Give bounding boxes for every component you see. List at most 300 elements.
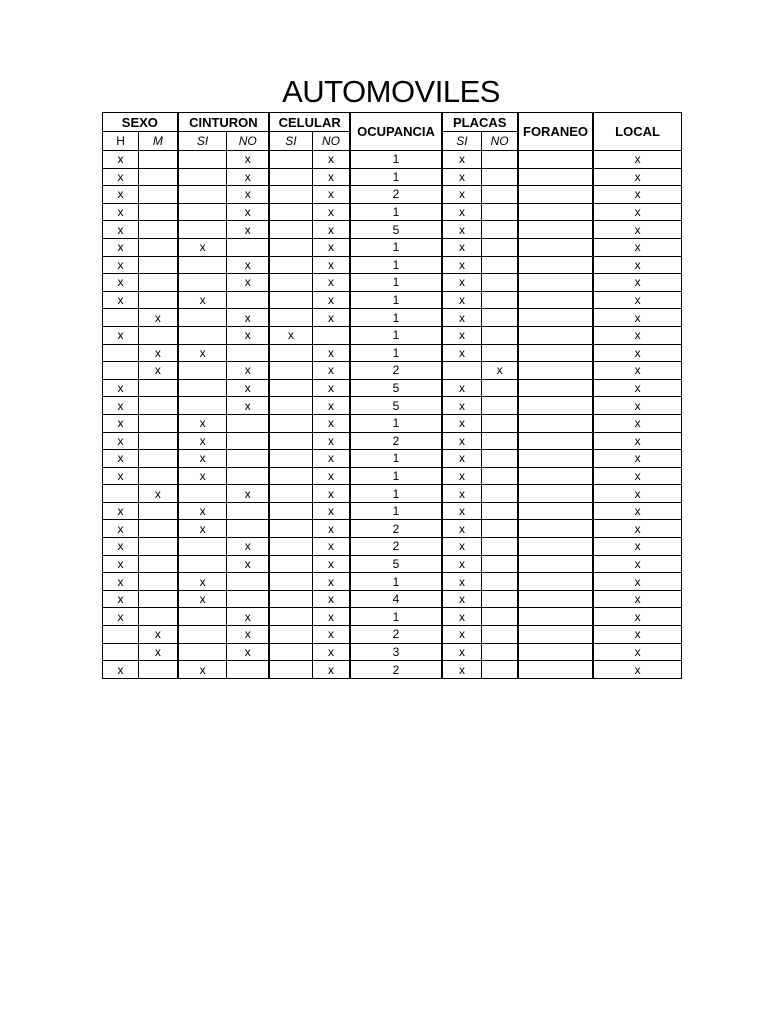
cell-celular-no: x [312,291,350,309]
cell-cinturon-no: x [227,186,269,204]
cell-local: x [593,274,681,292]
cell-celular-si [269,467,312,485]
cell-cinturon-si: x [178,573,227,591]
cell-celular-si [269,643,312,661]
cell-ocupancia: 2 [350,362,441,380]
cell-foraneo [518,573,593,591]
cell-cinturon-no: x [227,256,269,274]
cell-local: x [593,397,681,415]
cell-cinturon-si [178,151,227,169]
cell-foraneo [518,538,593,556]
header-sexo: SEXO [103,113,178,132]
table-row [103,309,682,327]
cell-celular-si [269,485,312,503]
cell-local: x [593,256,681,274]
cell-cinturon-no: x [227,379,269,397]
cell-cinturon-no: x [227,309,269,327]
cell-cinturon-no [227,573,269,591]
cell-sexo-m: x [139,626,178,644]
cell-sexo-m [139,238,178,256]
cell-ocupancia: 2 [350,432,441,450]
table-row [103,432,682,450]
cell-celular-si [269,397,312,415]
cell-foraneo [518,502,593,520]
table-row [103,186,682,204]
cell-ocupancia: 5 [350,221,441,239]
cell-foraneo [518,362,593,380]
cell-placas-no: x [482,362,518,380]
cell-cinturon-no: x [227,274,269,292]
cell-cinturon-si: x [178,450,227,468]
cell-placas-no [482,397,518,415]
cell-foraneo [518,555,593,573]
cell-placas-si: x [442,274,482,292]
cell-local: x [593,168,681,186]
cell-placas-no [482,643,518,661]
cell-ocupancia: 3 [350,643,441,661]
cell-cinturon-si [178,326,227,344]
cell-sexo-m: x [139,344,178,362]
cell-sexo-m [139,151,178,169]
cell-placas-si: x [442,485,482,503]
cell-ocupancia: 1 [350,203,441,221]
cell-sexo-h [103,626,139,644]
cell-sexo-h [103,344,139,362]
cell-foraneo [518,485,593,503]
cell-ocupancia: 4 [350,590,441,608]
cell-celular-si [269,379,312,397]
cell-foraneo [518,626,593,644]
cell-local: x [593,608,681,626]
subheader-placas-si: SI [442,132,482,151]
cell-placas-no [482,573,518,591]
cell-celular-no: x [312,362,350,380]
cell-celular-si [269,432,312,450]
table-row [103,467,682,485]
cell-placas-no [482,221,518,239]
cell-cinturon-si [178,555,227,573]
cell-celular-no: x [312,432,350,450]
cell-sexo-h: x [103,432,139,450]
cell-ocupancia: 5 [350,555,441,573]
cell-sexo-h: x [103,538,139,556]
cell-celular-no: x [312,590,350,608]
cell-sexo-m [139,573,178,591]
cell-cinturon-si: x [178,520,227,538]
cell-placas-no [482,661,518,679]
cell-celular-no: x [312,573,350,591]
cell-placas-si: x [442,168,482,186]
subheader-celular-no: NO [312,132,350,151]
table-row [103,520,682,538]
cell-cinturon-no [227,520,269,538]
table-row [103,538,682,556]
cell-sexo-m: x [139,643,178,661]
cell-local: x [593,309,681,327]
cell-local: x [593,221,681,239]
header-placas: PLACAS [442,113,518,132]
cell-cinturon-si: x [178,291,227,309]
cell-ocupancia: 1 [350,502,441,520]
table-row [103,203,682,221]
cell-foraneo [518,203,593,221]
cell-sexo-m [139,520,178,538]
table-header [103,113,682,151]
cell-sexo-h: x [103,379,139,397]
cell-local: x [593,238,681,256]
table-row [103,151,682,169]
cell-local: x [593,626,681,644]
table-row [103,643,682,661]
table-row [103,626,682,644]
cell-local: x [593,432,681,450]
cell-ocupancia: 1 [350,168,441,186]
cell-local: x [593,520,681,538]
cell-placas-no [482,326,518,344]
cell-placas-no [482,203,518,221]
cell-cinturon-no [227,467,269,485]
cell-cinturon-no: x [227,168,269,186]
table-row [103,485,682,503]
cell-placas-no [482,344,518,362]
cell-foraneo [518,221,593,239]
cell-placas-si: x [442,291,482,309]
cell-sexo-h: x [103,186,139,204]
cell-sexo-h [103,362,139,380]
cell-foraneo [518,520,593,538]
table-body [103,151,682,679]
table-row [103,608,682,626]
page-title: AUTOMOVILES [282,74,500,109]
cell-sexo-h: x [103,397,139,415]
cell-foraneo [518,238,593,256]
cell-celular-si [269,520,312,538]
cell-cinturon-no: x [227,221,269,239]
cell-local: x [593,643,681,661]
cell-sexo-h: x [103,590,139,608]
cell-placas-si: x [442,414,482,432]
cell-cinturon-no: x [227,626,269,644]
cell-local: x [593,203,681,221]
cell-local: x [593,661,681,679]
cell-placas-no [482,520,518,538]
cell-ocupancia: 1 [350,238,441,256]
cell-placas-no [482,168,518,186]
data-table [102,112,682,679]
cell-placas-no [482,151,518,169]
cell-celular-si [269,502,312,520]
cell-celular-no: x [312,661,350,679]
cell-placas-si: x [442,203,482,221]
cell-placas-si: x [442,520,482,538]
cell-ocupancia: 1 [350,450,441,468]
cell-cinturon-si [178,168,227,186]
cell-celular-si [269,203,312,221]
table-row [103,414,682,432]
cell-celular-no: x [312,414,350,432]
cell-cinturon-no [227,661,269,679]
cell-local: x [593,362,681,380]
cell-placas-no [482,238,518,256]
cell-sexo-m: x [139,485,178,503]
cell-placas-no [482,626,518,644]
cell-ocupancia: 1 [350,291,441,309]
table-row [103,274,682,292]
cell-sexo-h: x [103,520,139,538]
cell-foraneo [518,256,593,274]
cell-cinturon-no: x [227,555,269,573]
cell-placas-si: x [442,309,482,327]
cell-cinturon-no: x [227,326,269,344]
cell-celular-si [269,238,312,256]
cell-placas-si: x [442,186,482,204]
cell-ocupancia: 5 [350,397,441,415]
cell-celular-no: x [312,485,350,503]
cell-foraneo [518,151,593,169]
cell-cinturon-no [227,414,269,432]
cell-sexo-h [103,309,139,327]
cell-foraneo [518,168,593,186]
cell-sexo-m [139,186,178,204]
cell-sexo-m [139,538,178,556]
cell-local: x [593,151,681,169]
cell-celular-si [269,344,312,362]
table-row [103,450,682,468]
cell-placas-si: x [442,432,482,450]
cell-celular-si [269,151,312,169]
cell-celular-no: x [312,238,350,256]
cell-sexo-m [139,379,178,397]
cell-celular-no: x [312,538,350,556]
cell-placas-si: x [442,590,482,608]
cell-cinturon-no [227,432,269,450]
cell-sexo-h: x [103,573,139,591]
cell-cinturon-no [227,450,269,468]
cell-cinturon-si: x [178,344,227,362]
cell-celular-si [269,362,312,380]
cell-cinturon-si [178,203,227,221]
subheader-cinturon-no: NO [227,132,269,151]
table-row [103,379,682,397]
table-row [103,362,682,380]
cell-cinturon-si [178,626,227,644]
cell-cinturon-si: x [178,661,227,679]
cell-local: x [593,186,681,204]
cell-celular-no: x [312,520,350,538]
cell-cinturon-si [178,379,227,397]
cell-foraneo [518,186,593,204]
table-row [103,256,682,274]
table-row [103,555,682,573]
table-row [103,590,682,608]
header-foraneo: FORANEO [518,113,593,151]
cell-celular-no: x [312,274,350,292]
cell-cinturon-si [178,186,227,204]
cell-celular-si [269,608,312,626]
cell-placas-si: x [442,643,482,661]
cell-celular-no: x [312,643,350,661]
cell-placas-si: x [442,538,482,556]
cell-placas-si: x [442,344,482,362]
table-row [103,168,682,186]
cell-placas-si: x [442,326,482,344]
cell-foraneo [518,326,593,344]
cell-foraneo [518,432,593,450]
cell-cinturon-si [178,608,227,626]
cell-sexo-m [139,326,178,344]
cell-celular-no: x [312,467,350,485]
cell-ocupancia: 1 [350,309,441,327]
cell-ocupancia: 1 [350,573,441,591]
cell-placas-no [482,467,518,485]
cell-placas-si: x [442,626,482,644]
cell-ocupancia: 1 [350,467,441,485]
cell-foraneo [518,450,593,468]
subheader-placas-no: NO [482,132,518,151]
cell-foraneo [518,590,593,608]
cell-sexo-h: x [103,168,139,186]
cell-sexo-m [139,555,178,573]
cell-celular-no: x [312,309,350,327]
table-row [103,573,682,591]
cell-celular-si [269,538,312,556]
cell-local: x [593,467,681,485]
cell-celular-no: x [312,626,350,644]
cell-cinturon-no [227,238,269,256]
cell-placas-no [482,502,518,520]
cell-sexo-m [139,221,178,239]
cell-ocupancia: 2 [350,661,441,679]
cell-placas-no [482,309,518,327]
cell-sexo-m [139,256,178,274]
cell-sexo-m [139,467,178,485]
cell-sexo-m [139,291,178,309]
cell-local: x [593,379,681,397]
cell-sexo-h: x [103,221,139,239]
cell-cinturon-no: x [227,397,269,415]
cell-placas-no [482,432,518,450]
cell-cinturon-si: x [178,432,227,450]
cell-placas-si: x [442,661,482,679]
cell-cinturon-no: x [227,151,269,169]
cell-celular-si [269,450,312,468]
cell-sexo-m [139,203,178,221]
cell-foraneo [518,274,593,292]
cell-local: x [593,538,681,556]
cell-placas-no [482,274,518,292]
cell-cinturon-si: x [178,467,227,485]
cell-sexo-m [139,661,178,679]
cell-foraneo [518,309,593,327]
cell-placas-si [442,362,482,380]
table-row [103,344,682,362]
cell-foraneo [518,344,593,362]
table-row [103,238,682,256]
cell-sexo-m [139,168,178,186]
cell-sexo-m [139,450,178,468]
table-row [103,326,682,344]
cell-placas-si: x [442,450,482,468]
cell-local: x [593,590,681,608]
cell-celular-no: x [312,450,350,468]
cell-sexo-h: x [103,274,139,292]
cell-cinturon-si [178,643,227,661]
cell-cinturon-no [227,502,269,520]
cell-celular-no: x [312,344,350,362]
cell-cinturon-si: x [178,502,227,520]
cell-sexo-h [103,485,139,503]
cell-placas-no [482,485,518,503]
table-row [103,397,682,415]
cell-sexo-h: x [103,502,139,520]
cell-cinturon-si [178,221,227,239]
cell-ocupancia: 1 [350,485,441,503]
cell-celular-si [269,309,312,327]
cell-celular-si [269,291,312,309]
cell-placas-si: x [442,573,482,591]
cell-placas-no [482,608,518,626]
cell-local: x [593,414,681,432]
cell-cinturon-si [178,538,227,556]
header-cinturon: CINTURON [178,113,269,132]
cell-local: x [593,291,681,309]
cell-ocupancia: 1 [350,256,441,274]
cell-celular-si [269,626,312,644]
cell-ocupancia: 5 [350,379,441,397]
cell-celular-no: x [312,502,350,520]
cell-cinturon-si [178,274,227,292]
cell-foraneo [518,643,593,661]
cell-foraneo [518,608,593,626]
cell-cinturon-si: x [178,414,227,432]
cell-sexo-h: x [103,661,139,679]
cell-sexo-h: x [103,414,139,432]
cell-placas-si: x [442,379,482,397]
table-row [103,221,682,239]
cell-sexo-h: x [103,151,139,169]
cell-cinturon-si [178,362,227,380]
header-ocupancia: OCUPANCIA [350,113,441,151]
cell-placas-si: x [442,502,482,520]
cell-cinturon-si [178,309,227,327]
cell-celular-no [312,326,350,344]
cell-placas-si: x [442,397,482,415]
cell-celular-no: x [312,379,350,397]
cell-ocupancia: 1 [350,326,441,344]
cell-ocupancia: 1 [350,414,441,432]
subheader-celular-si: SI [269,132,312,151]
cell-celular-si [269,274,312,292]
cell-placas-no [482,256,518,274]
cell-local: x [593,502,681,520]
cell-foraneo [518,379,593,397]
cell-celular-no: x [312,608,350,626]
cell-cinturon-si [178,485,227,503]
cell-cinturon-no: x [227,608,269,626]
cell-celular-si [269,221,312,239]
cell-cinturon-si: x [178,590,227,608]
cell-ocupancia: 1 [350,344,441,362]
cell-ocupancia: 1 [350,274,441,292]
cell-sexo-h: x [103,608,139,626]
cell-placas-si: x [442,555,482,573]
cell-cinturon-no [227,344,269,362]
cell-celular-si [269,573,312,591]
cell-local: x [593,485,681,503]
cell-placas-si: x [442,151,482,169]
cell-celular-si [269,590,312,608]
cell-celular-si [269,661,312,679]
